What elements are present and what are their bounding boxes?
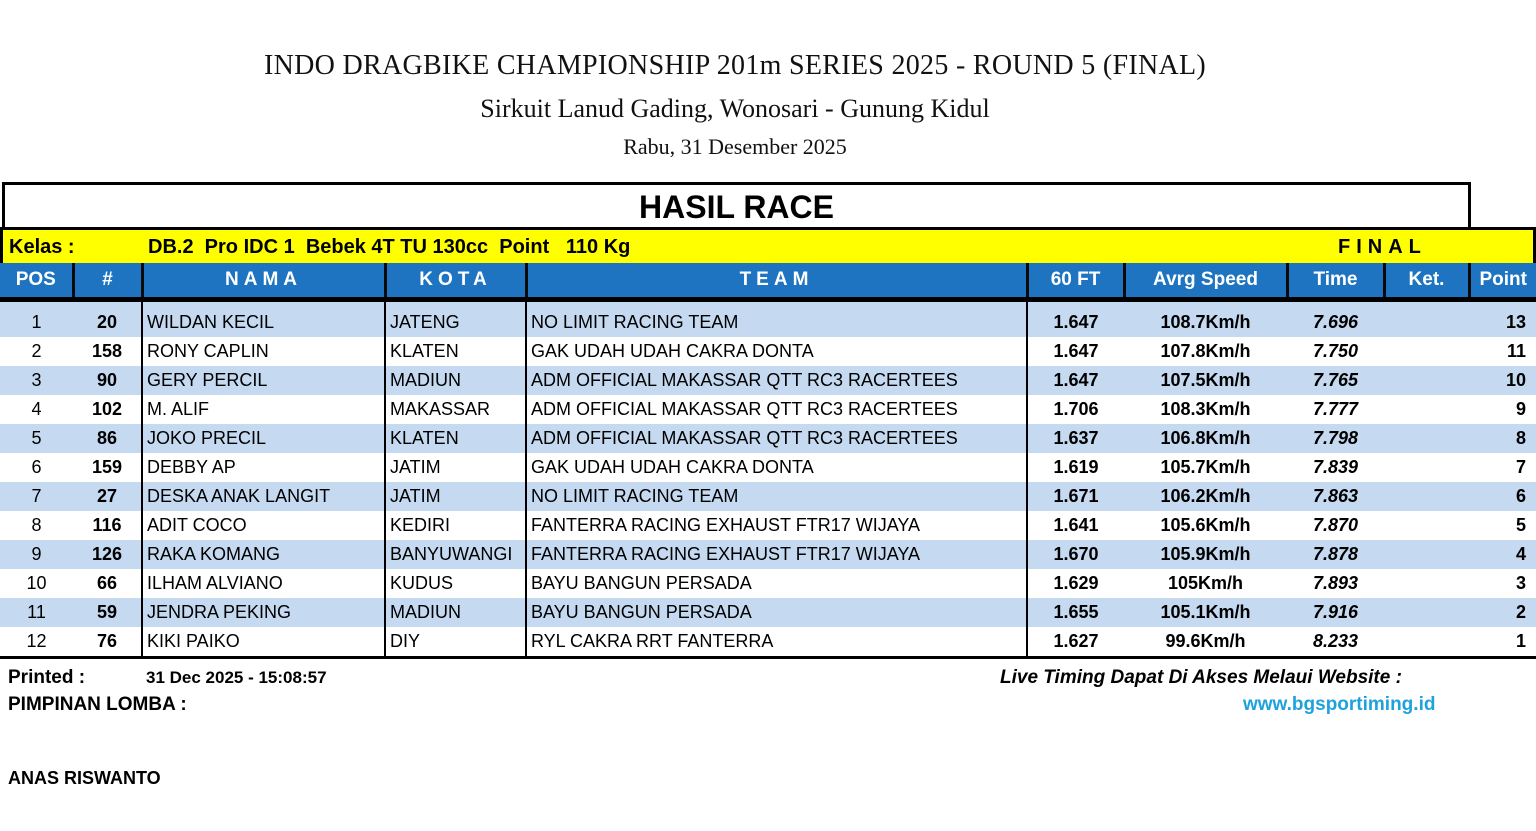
cell-ft60: 1.627	[1027, 627, 1124, 658]
cell-nama: WILDAN KECIL	[142, 300, 385, 338]
cell-ft60: 1.706	[1027, 395, 1124, 424]
cell-kota: DIY	[385, 627, 526, 658]
col-60ft: 60 FT	[1027, 263, 1124, 300]
cell-time: 7.798	[1287, 424, 1384, 453]
cell-team: NO LIMIT RACING TEAM	[526, 300, 1027, 338]
cell-team: RYL CAKRA RRT FANTERRA	[526, 627, 1027, 658]
cell-nama: KIKI PAIKO	[142, 627, 385, 658]
col-pos: POS	[0, 263, 73, 300]
cell-num: 20	[73, 300, 142, 338]
cell-team: ADM OFFICIAL MAKASSAR QTT RC3 RACERTEES	[526, 395, 1027, 424]
cell-num: 76	[73, 627, 142, 658]
class-value: DB.2 Pro IDC 1 Bebek 4T TU 130cc Point 110 Kg	[148, 236, 631, 258]
cell-speed: 108.3Km/h	[1124, 395, 1287, 424]
cell-ft60: 1.647	[1027, 300, 1124, 338]
cell-num: 102	[73, 395, 142, 424]
cell-pos: 5	[0, 424, 73, 453]
cell-ft60: 1.647	[1027, 337, 1124, 366]
table-row	[0, 598, 1536, 627]
cell-speed: 106.8Km/h	[1124, 424, 1287, 453]
cell-speed: 105.1Km/h	[1124, 598, 1287, 627]
cell-pos: 4	[0, 395, 73, 424]
table-row	[0, 569, 1536, 598]
cell-ket	[1384, 337, 1469, 366]
table-row	[0, 337, 1536, 366]
col-time: Time	[1287, 263, 1384, 300]
table-row	[0, 540, 1536, 569]
cell-nama: JENDRA PEKING	[142, 598, 385, 627]
cell-time: 7.893	[1287, 569, 1384, 598]
cell-ket	[1384, 598, 1469, 627]
cell-kota: JATENG	[385, 300, 526, 338]
col-team: TEAM	[526, 263, 1027, 300]
table-row	[0, 627, 1536, 658]
cell-team: GAK UDAH UDAH CAKRA DONTA	[526, 337, 1027, 366]
cell-speed: 105Km/h	[1124, 569, 1287, 598]
table-row	[0, 424, 1536, 453]
cell-time: 7.696	[1287, 300, 1384, 338]
cell-ket	[1384, 424, 1469, 453]
table-row	[0, 511, 1536, 540]
cell-pos: 1	[0, 300, 73, 338]
cell-pos: 2	[0, 337, 73, 366]
cell-kota: MADIUN	[385, 366, 526, 395]
table-row	[0, 366, 1536, 395]
cell-kota: KUDUS	[385, 569, 526, 598]
cell-ket	[1384, 482, 1469, 511]
cell-team: ADM OFFICIAL MAKASSAR QTT RC3 RACERTEES	[526, 366, 1027, 395]
cell-nama: ILHAM ALVIANO	[142, 569, 385, 598]
col-number: #	[73, 263, 142, 300]
cell-nama: DESKA ANAK LANGIT	[142, 482, 385, 511]
cell-speed: 107.5Km/h	[1124, 366, 1287, 395]
printed-label: Printed :	[8, 667, 86, 688]
cell-time: 7.916	[1287, 598, 1384, 627]
banner-title: HASIL RACE	[639, 189, 834, 225]
cell-point: 7	[1469, 453, 1536, 482]
results-table	[0, 263, 1536, 659]
cell-point: 3	[1469, 569, 1536, 598]
website-link[interactable]: www.bgsportiming.id	[1243, 694, 1436, 715]
cell-pos: 7	[0, 482, 73, 511]
race-director-name: ANAS RISWANTO	[8, 768, 161, 788]
cell-nama: GERY PERCIL	[142, 366, 385, 395]
cell-num: 158	[73, 337, 142, 366]
cell-point: 1	[1469, 627, 1536, 658]
live-timing-note: Live Timing Dapat Di Akses Melaui Website :	[1000, 667, 1402, 688]
cell-speed: 105.7Km/h	[1124, 453, 1287, 482]
cell-ft60: 1.637	[1027, 424, 1124, 453]
cell-kota: MAKASSAR	[385, 395, 526, 424]
cell-speed: 107.8Km/h	[1124, 337, 1287, 366]
cell-nama: RAKA KOMANG	[142, 540, 385, 569]
cell-team: FANTERRA RACING EXHAUST FTR17 WIJAYA	[526, 511, 1027, 540]
cell-kota: KLATEN	[385, 337, 526, 366]
class-bar	[0, 227, 1536, 265]
cell-team: BAYU BANGUN PERSADA	[526, 598, 1027, 627]
col-ket: Ket.	[1384, 263, 1469, 300]
cell-nama: RONY CAPLIN	[142, 337, 385, 366]
cell-point: 2	[1469, 598, 1536, 627]
cell-ket	[1384, 453, 1469, 482]
cell-kota: KEDIRI	[385, 511, 526, 540]
cell-time: 7.777	[1287, 395, 1384, 424]
table-row	[0, 482, 1536, 511]
cell-speed: 99.6Km/h	[1124, 627, 1287, 658]
cell-speed: 105.9Km/h	[1124, 540, 1287, 569]
cell-team: FANTERRA RACING EXHAUST FTR17 WIJAYA	[526, 540, 1027, 569]
cell-speed: 105.6Km/h	[1124, 511, 1287, 540]
cell-point: 10	[1469, 366, 1536, 395]
cell-nama: DEBBY AP	[142, 453, 385, 482]
cell-num: 126	[73, 540, 142, 569]
cell-ft60: 1.655	[1027, 598, 1124, 627]
cell-pos: 10	[0, 569, 73, 598]
cell-ft60: 1.670	[1027, 540, 1124, 569]
event-date: Rabu, 31 Desember 2025	[623, 134, 847, 159]
printed-timestamp: 31 Dec 2025 - 15:08:57	[146, 668, 327, 687]
event-title: INDO DRAGBIKE CHAMPIONSHIP 201m SERIES 2025 - ROUND 5 (FINAL)	[263, 50, 1207, 81]
cell-pos: 3	[0, 366, 73, 395]
class-label: Kelas :	[9, 236, 75, 258]
cell-pos: 11	[0, 598, 73, 627]
cell-ft60: 1.619	[1027, 453, 1124, 482]
cell-kota: KLATEN	[385, 424, 526, 453]
cell-num: 90	[73, 366, 142, 395]
col-avg-speed: Avrg Speed	[1124, 263, 1287, 300]
col-nama: NAMA	[142, 263, 385, 300]
cell-ket	[1384, 569, 1469, 598]
cell-point: 4	[1469, 540, 1536, 569]
cell-pos: 12	[0, 627, 73, 658]
cell-kota: BANYUWANGI	[385, 540, 526, 569]
table-row	[0, 300, 1536, 338]
cell-speed: 106.2Km/h	[1124, 482, 1287, 511]
cell-num: 66	[73, 569, 142, 598]
cell-speed: 108.7Km/h	[1124, 300, 1287, 338]
cell-pos: 8	[0, 511, 73, 540]
cell-team: BAYU BANGUN PERSADA	[526, 569, 1027, 598]
cell-ft60: 1.671	[1027, 482, 1124, 511]
col-kota: KOTA	[385, 263, 526, 300]
cell-nama: JOKO PRECIL	[142, 424, 385, 453]
stage-label: FINAL	[1338, 236, 1427, 258]
cell-num: 27	[73, 482, 142, 511]
cell-point: 5	[1469, 511, 1536, 540]
cell-point: 9	[1469, 395, 1536, 424]
cell-pos: 6	[0, 453, 73, 482]
cell-kota: MADIUN	[385, 598, 526, 627]
cell-ket	[1384, 511, 1469, 540]
table-row	[0, 395, 1536, 424]
cell-team: ADM OFFICIAL MAKASSAR QTT RC3 RACERTEES	[526, 424, 1027, 453]
cell-nama: M. ALIF	[142, 395, 385, 424]
cell-num: 86	[73, 424, 142, 453]
cell-kota: JATIM	[385, 482, 526, 511]
cell-ket	[1384, 395, 1469, 424]
cell-time: 7.878	[1287, 540, 1384, 569]
cell-point: 13	[1469, 300, 1536, 338]
table-header	[0, 263, 1536, 300]
race-director-label: PIMPINAN LOMBA :	[8, 694, 187, 715]
cell-num: 59	[73, 598, 142, 627]
cell-time: 7.870	[1287, 511, 1384, 540]
cell-point: 11	[1469, 337, 1536, 366]
table-body	[0, 300, 1536, 658]
cell-ket	[1384, 366, 1469, 395]
cell-ft60: 1.641	[1027, 511, 1124, 540]
results-banner	[2, 182, 1471, 227]
cell-team: NO LIMIT RACING TEAM	[526, 482, 1027, 511]
cell-ket	[1384, 627, 1469, 658]
cell-time: 8.233	[1287, 627, 1384, 658]
cell-time: 7.765	[1287, 366, 1384, 395]
cell-pos: 9	[0, 540, 73, 569]
cell-num: 116	[73, 511, 142, 540]
cell-ft60: 1.629	[1027, 569, 1124, 598]
cell-ket	[1384, 540, 1469, 569]
cell-time: 7.863	[1287, 482, 1384, 511]
cell-point: 6	[1469, 482, 1536, 511]
cell-nama: ADIT COCO	[142, 511, 385, 540]
cell-time: 7.750	[1287, 337, 1384, 366]
cell-time: 7.839	[1287, 453, 1384, 482]
cell-point: 8	[1469, 424, 1536, 453]
cell-ket	[1384, 300, 1469, 338]
table-row	[0, 453, 1536, 482]
event-venue: Sirkuit Lanud Gading, Wonosari - Gunung Kidul	[480, 94, 990, 123]
cell-kota: JATIM	[385, 453, 526, 482]
cell-num: 159	[73, 453, 142, 482]
cell-team: GAK UDAH UDAH CAKRA DONTA	[526, 453, 1027, 482]
col-point: Point	[1469, 263, 1536, 300]
cell-ft60: 1.647	[1027, 366, 1124, 395]
